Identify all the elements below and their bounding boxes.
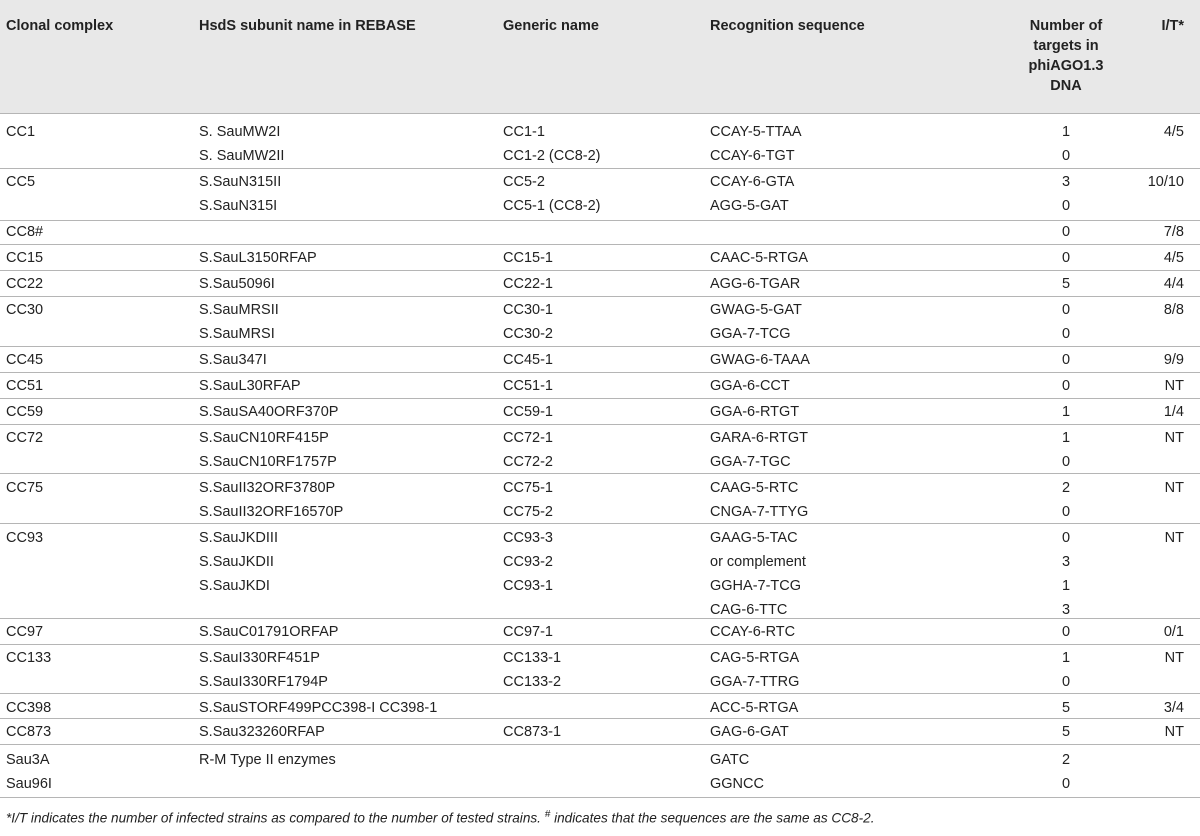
cell-clonal-complex: CC30 — [6, 302, 44, 318]
cell-recognition-sequence: GGA-6-RTGT — [710, 404, 800, 420]
cell-recognition-sequence: GWAG-6-TAAA — [710, 352, 810, 368]
table-bottom-rule — [0, 797, 1200, 798]
row-divider — [0, 270, 1200, 271]
cell-generic-name: CC133-1 — [503, 650, 562, 666]
cell-clonal-complex: CC5 — [6, 174, 36, 190]
cell-generic-name: CC75-1 — [503, 480, 553, 496]
row-divider — [0, 168, 1200, 169]
cell-it: 3/4 — [1163, 700, 1184, 716]
cell-generic-name: CC72-1 — [503, 430, 553, 446]
cell-recognition-sequence: CAAC-5-RTGA — [710, 250, 809, 266]
cell-recognition-sequence: GWAG-5-GAT — [710, 302, 802, 318]
cell-hsds-subunit: R-M Type II enzymes — [199, 752, 336, 768]
cell-recognition-sequence: GGA-7-TGC — [710, 454, 791, 470]
row-divider — [0, 693, 1200, 694]
row-divider — [0, 744, 1200, 745]
cell-hsds-subunit: S.SauJKDII — [199, 554, 274, 570]
cell-clonal-complex: CC15 — [6, 250, 44, 266]
cell-recognition-sequence: CAG-6-TTC — [710, 602, 788, 618]
cell-recognition-sequence: GATC — [710, 752, 750, 768]
cell-generic-name: CC22-1 — [503, 276, 553, 292]
cell-it: 4/5 — [1163, 124, 1184, 140]
cell-recognition-sequence: CAAG-5-RTC — [710, 480, 799, 496]
cell-number-of-targets: 0 — [1061, 454, 1071, 470]
cell-hsds-subunit: S.SauSA40ORF370P — [199, 404, 339, 420]
cell-clonal-complex: CC398 — [6, 700, 52, 716]
cell-recognition-sequence: CCAY-6-GTA — [710, 174, 795, 190]
cell-it: 8/8 — [1163, 302, 1184, 318]
cell-number-of-targets: 5 — [1061, 724, 1071, 740]
cell-number-of-targets: 0 — [1061, 326, 1071, 342]
cell-it: NT — [1164, 378, 1184, 394]
cell-generic-name: CC72-2 — [503, 454, 553, 470]
cell-generic-name: CC59-1 — [503, 404, 553, 420]
cell-recognition-sequence: GGA-6-CCT — [710, 378, 790, 394]
cell-generic-name: CC5-2 — [503, 174, 545, 190]
cell-generic-name: CC97-1 — [503, 624, 553, 640]
cell-hsds-subunit: S.SauII32ORF16570P — [199, 504, 344, 520]
cell-recognition-sequence: CCAY-5-TTAA — [710, 124, 802, 140]
cell-recognition-sequence: GGA-7-TTRG — [710, 674, 800, 690]
cell-recognition-sequence: GGHA-7-TCG — [710, 578, 802, 594]
cell-generic-name: CC93-2 — [503, 554, 553, 570]
cell-number-of-targets: 5 — [1061, 700, 1071, 716]
row-divider — [0, 244, 1200, 245]
cell-number-of-targets: 0 — [1061, 378, 1071, 394]
row-divider — [0, 296, 1200, 297]
cell-number-of-targets: 3 — [1061, 174, 1071, 190]
cell-hsds-subunit: S.SauL30RFAP — [199, 378, 301, 394]
cell-hsds-subunit: S. SauMW2I — [199, 124, 281, 140]
cell-it: NT — [1164, 530, 1184, 546]
cell-generic-name: CC30-2 — [503, 326, 553, 342]
footnote-part2: indicates that the sequences are the same as CC8-2. — [554, 810, 875, 826]
cell-hsds-subunit: S.SauSTORF499PCC398-I CC398-1 — [199, 700, 438, 716]
cell-it: NT — [1164, 650, 1184, 666]
cell-it: 4/4 — [1163, 276, 1184, 292]
cell-hsds-subunit: S.SauI330RF1794P — [199, 674, 328, 690]
cell-clonal-complex: CC1 — [6, 124, 36, 140]
cell-recognition-sequence: or complement — [710, 554, 806, 570]
row-divider — [0, 372, 1200, 373]
row-divider — [0, 523, 1200, 524]
cell-number-of-targets: 0 — [1061, 148, 1071, 164]
cell-number-of-targets: 2 — [1061, 752, 1071, 768]
cell-hsds-subunit: S.SauN315I — [199, 198, 278, 214]
cell-clonal-complex: Sau96I — [6, 776, 52, 792]
cell-recognition-sequence: CAG-5-RTGA — [710, 650, 800, 666]
cell-generic-name: CC5-1 (CC8-2) — [503, 198, 601, 214]
cell-hsds-subunit: S.SauC01791ORFAP — [199, 624, 339, 640]
cell-recognition-sequence: GAAG-5-TAC — [710, 530, 798, 546]
cell-it: 1/4 — [1163, 404, 1184, 420]
cell-hsds-subunit: S.SauCN10RF415P — [199, 430, 329, 446]
cell-generic-name: CC93-1 — [503, 578, 553, 594]
cell-number-of-targets: 0 — [1061, 224, 1071, 240]
cell-number-of-targets: 0 — [1061, 776, 1071, 792]
cell-recognition-sequence: AGG-5-GAT — [710, 198, 789, 214]
row-divider — [0, 346, 1200, 347]
cell-clonal-complex: CC59 — [6, 404, 44, 420]
cell-number-of-targets: 0 — [1061, 624, 1071, 640]
row-divider — [0, 473, 1200, 474]
header-recognition-sequence: Recognition sequence — [710, 18, 865, 34]
cell-recognition-sequence: CCAY-6-RTC — [710, 624, 796, 640]
header-bottom-rule — [0, 113, 1200, 114]
cell-it: NT — [1164, 430, 1184, 446]
cell-number-of-targets: 0 — [1061, 530, 1071, 546]
cell-hsds-subunit: S.Sau323260RFAP — [199, 724, 325, 740]
row-divider — [0, 220, 1200, 221]
cell-hsds-subunit: S.SauN315II — [199, 174, 282, 190]
cell-hsds-subunit: S.SauJKDIII — [199, 530, 278, 546]
cell-number-of-targets: 0 — [1061, 250, 1071, 266]
table-footnote — [6, 809, 874, 826]
cell-number-of-targets: 0 — [1061, 302, 1071, 318]
cell-number-of-targets: 1 — [1061, 430, 1071, 446]
cell-clonal-complex: CC51 — [6, 378, 44, 394]
cell-hsds-subunit: S.SauL3150RFAP — [199, 250, 317, 266]
row-divider — [0, 424, 1200, 425]
row-divider — [0, 718, 1200, 719]
cell-clonal-complex: CC133 — [6, 650, 52, 666]
cell-number-of-targets: 0 — [1061, 352, 1071, 368]
cell-clonal-complex: CC93 — [6, 530, 44, 546]
cell-generic-name: CC1-2 (CC8-2) — [503, 148, 601, 164]
row-divider — [0, 398, 1200, 399]
cell-clonal-complex: CC22 — [6, 276, 44, 292]
cell-number-of-targets: 0 — [1061, 198, 1071, 214]
cell-number-of-targets: 2 — [1061, 480, 1071, 496]
cell-hsds-subunit: S.SauMRSII — [199, 302, 279, 318]
cell-clonal-complex: CC97 — [6, 624, 44, 640]
cell-hsds-subunit: S. SauMW2II — [199, 148, 285, 164]
cell-generic-name: CC75-2 — [503, 504, 553, 520]
cell-it: 9/9 — [1163, 352, 1184, 368]
cell-it: NT — [1164, 724, 1184, 740]
cell-generic-name: CC15-1 — [503, 250, 553, 266]
cell-hsds-subunit: S.SauII32ORF3780P — [199, 480, 336, 496]
cell-hsds-subunit: S.Sau5096I — [199, 276, 275, 292]
cell-number-of-targets: 1 — [1061, 404, 1071, 420]
header-number-of-targets: Number of targets in phiAGO1.3 DNA — [1028, 18, 1104, 94]
cell-hsds-subunit: S.SauI330RF451P — [199, 650, 320, 666]
cell-generic-name: CC30-1 — [503, 302, 553, 318]
cell-clonal-complex: CC45 — [6, 352, 44, 368]
cell-hsds-subunit: S.Sau347I — [199, 352, 267, 368]
cell-recognition-sequence: CNGA-7-TTYG — [710, 504, 809, 520]
footnote-part1: *I/T indicates the number of infected strains as compared to the number of tested strains. — [6, 810, 541, 826]
cell-generic-name: CC873-1 — [503, 724, 562, 740]
row-divider — [0, 618, 1200, 619]
cell-generic-name: CC1-1 — [503, 124, 545, 140]
cell-number-of-targets: 1 — [1061, 124, 1071, 140]
cell-generic-name: CC45-1 — [503, 352, 553, 368]
cell-clonal-complex: Sau3A — [6, 752, 50, 768]
cell-it: 10/10 — [1147, 174, 1184, 190]
cell-recognition-sequence: GARA-6-RTGT — [710, 430, 809, 446]
cell-recognition-sequence: ACC-5-RTGA — [710, 700, 799, 716]
cell-generic-name: CC51-1 — [503, 378, 553, 394]
row-divider — [0, 644, 1200, 645]
cell-recognition-sequence: GAG-6-GAT — [710, 724, 789, 740]
cell-it: 0/1 — [1163, 624, 1184, 640]
cell-recognition-sequence: AGG-6-TGAR — [710, 276, 801, 292]
cell-it: NT — [1164, 480, 1184, 496]
cell-number-of-targets: 1 — [1061, 650, 1071, 666]
cell-clonal-complex: CC75 — [6, 480, 44, 496]
cell-number-of-targets: 1 — [1061, 578, 1071, 594]
cell-hsds-subunit: S.SauCN10RF1757P — [199, 454, 337, 470]
cell-generic-name: CC133-2 — [503, 674, 562, 690]
cell-generic-name: CC93-3 — [503, 530, 553, 546]
header-it: I/T* — [1161, 18, 1184, 34]
header-hsds-subunit: HsdS subunit name in REBASE — [199, 18, 416, 34]
cell-clonal-complex: CC8# — [6, 224, 44, 240]
cell-number-of-targets: 0 — [1061, 674, 1071, 690]
cell-number-of-targets: 3 — [1061, 554, 1071, 570]
footnote-mark: # — [544, 809, 551, 820]
cell-clonal-complex: CC72 — [6, 430, 44, 446]
cell-hsds-subunit: S.SauJKDI — [199, 578, 270, 594]
cell-number-of-targets: 5 — [1061, 276, 1071, 292]
header-clonal-complex: Clonal complex — [6, 18, 114, 34]
cell-number-of-targets: 0 — [1061, 504, 1071, 520]
header-generic-name: Generic name — [503, 18, 599, 34]
cell-hsds-subunit: S.SauMRSI — [199, 326, 275, 342]
cell-clonal-complex: CC873 — [6, 724, 52, 740]
cell-recognition-sequence: GGNCC — [710, 776, 764, 792]
cell-recognition-sequence: CCAY-6-TGT — [710, 148, 795, 164]
cell-it: 4/5 — [1163, 250, 1184, 266]
cell-it: 7/8 — [1163, 224, 1184, 240]
cell-number-of-targets: 3 — [1061, 602, 1071, 618]
cell-recognition-sequence: GGA-7-TCG — [710, 326, 791, 342]
